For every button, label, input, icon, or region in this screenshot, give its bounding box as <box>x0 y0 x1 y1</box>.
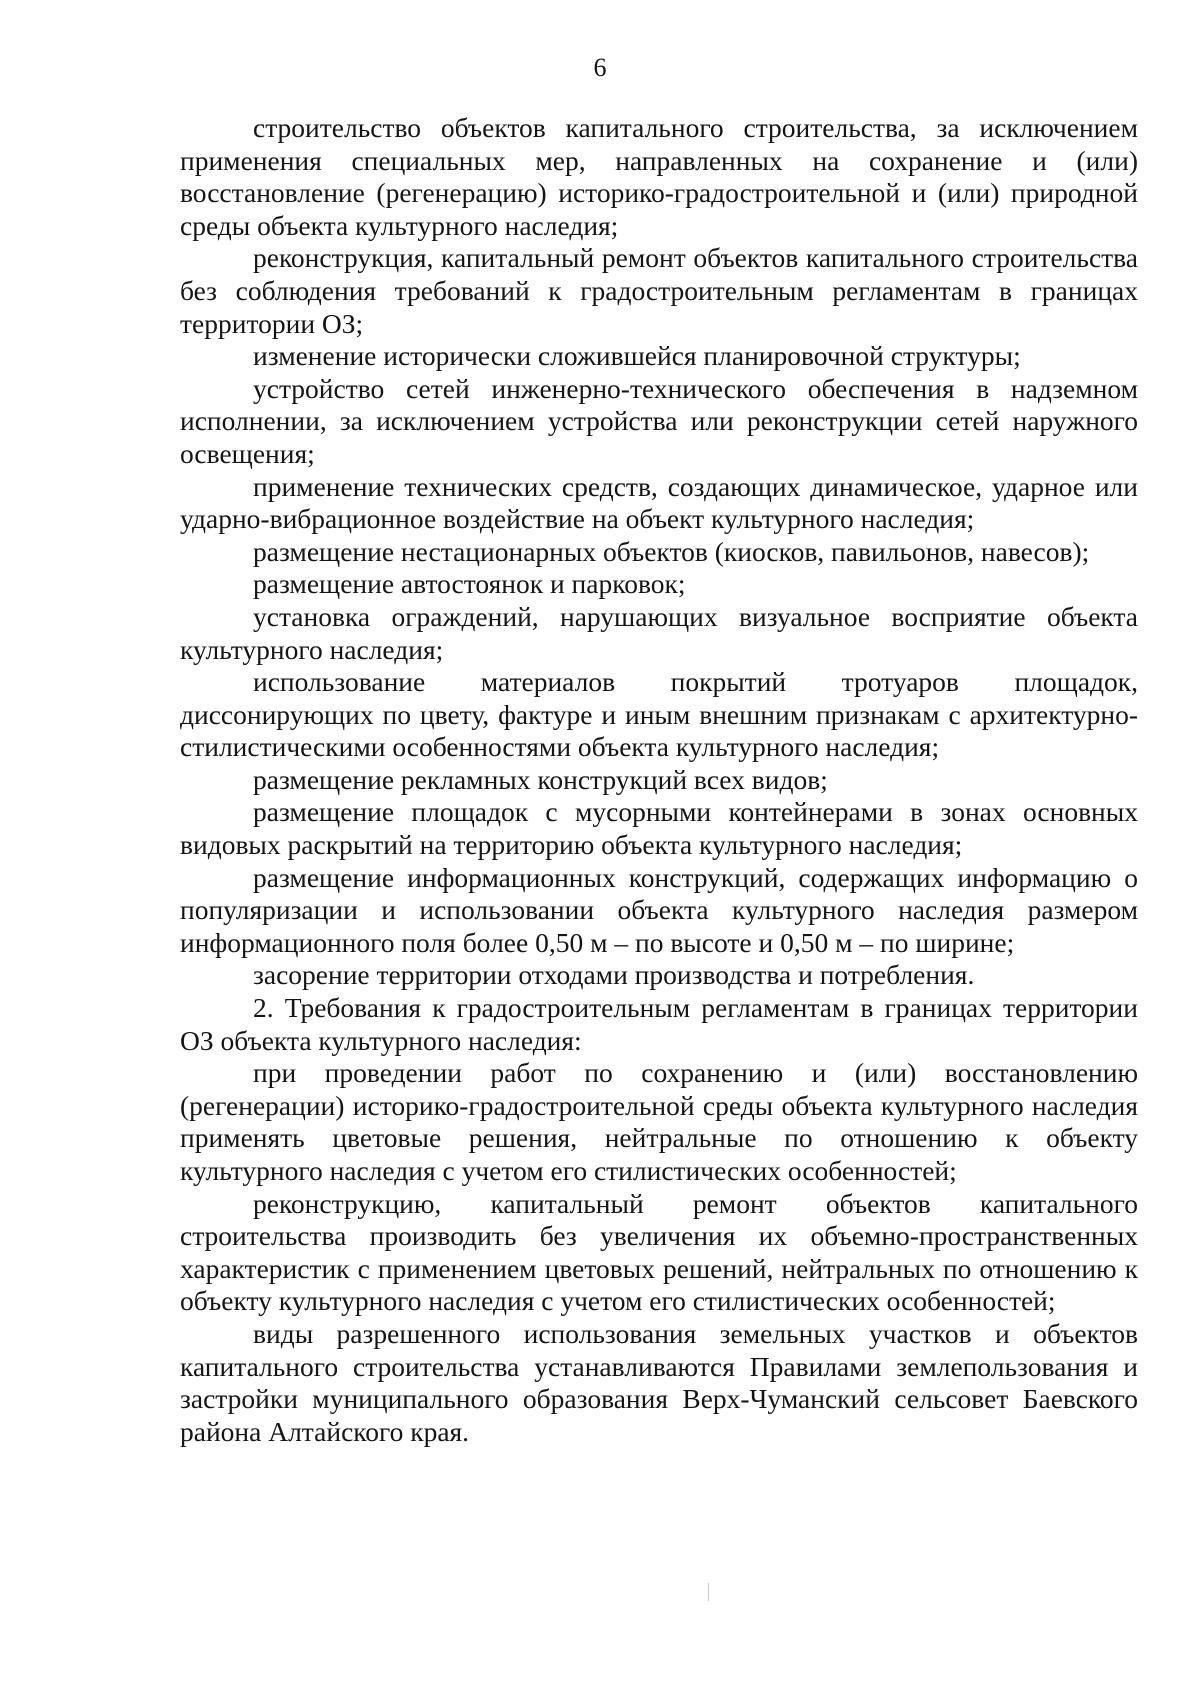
page-number: 6 <box>593 53 607 82</box>
paragraph: изменение исторически сложившейся планировочной структуры; <box>253 340 1021 372</box>
section-heading-paragraph: 2. Требования к градостроительным регламентам в границах территории ОЗ объекта культурного наследия: <box>180 992 1138 1056</box>
paragraph: размещение рекламных конструкций всех видов; <box>253 763 828 795</box>
paragraph: размещение нестационарных объектов (киосков, павильонов, навесов); <box>253 535 1090 567</box>
paragraph: установка ограждений, нарушающих визуальное восприятие объекта культурного наследия; <box>180 600 1138 665</box>
paragraph: размещение автостоянок и парковок; <box>253 568 686 600</box>
paragraph: размещение площадок с мусорными контейнерами в зонах основных видовых раскрытий на территорию объекта культурного наследия; <box>180 796 1138 861</box>
scan-artifact <box>708 1583 709 1601</box>
paragraph: использование материалов покрытий тротуаров площадок, диссонирующих по цвету, фактуре и иным внешним признакам с архитектурно-стилистическими особенностями объекта культурного наследия; <box>180 666 1138 763</box>
paragraph: строительство объектов капитального строительства, за исключением применения специальных мер, направленных на сохранение и (или) восстановление (регенерацию) историко-градостроительной и (или) природной среды объекта культурного наследия; <box>180 112 1138 241</box>
document-body <box>180 112 1138 1448</box>
paragraph: засорение территории отходами производства и потребления. <box>253 959 975 991</box>
paragraph: реконструкцию, капитальный ремонт объектов капитального строительства производить без увеличения их объемно-пространственных характеристик с применением цветовых решений, нейтральных по отношению к объекту культурного наследия с учетом его стилистических особенностей; <box>180 1187 1138 1317</box>
paragraph: применение технических средств, создающих динамическое, ударное или ударно-вибрационное воздействие на объект культурного наследия; <box>180 470 1138 535</box>
paragraph: при проведении работ по сохранению и (или) восстановлению (регенерации) историко-градостроительной среды объекта культурного наследия применять цветовые решения, нейтральные по отношению к объекту культурного наследия с учетом его стилистических особенностей; <box>180 1057 1138 1186</box>
paragraph: реконструкция, капитальный ремонт объектов капитального строительства без соблюдения требований к градостроительным регламентам в границах территории ОЗ; <box>180 242 1138 339</box>
paragraph: устройство сетей инженерно-технического обеспечения в надземном исполнении, за исключением устройства или реконструкции сетей наружного освещения; <box>180 372 1138 469</box>
paragraph: размещение информационных конструкций, содержащих информацию о популяризации и использовании объекта культурного наследия размером информационного поля более 0,50 м – по высоте и 0,50 м – по ширине; <box>180 861 1138 958</box>
paragraph: виды разрешенного использования земельных участков и объектов капитального строительства устанавливаются Правилами землепользования и застройки муниципального образования Верх-Чуманский сельсовет Баевского района Алтайского края. <box>180 1317 1138 1447</box>
